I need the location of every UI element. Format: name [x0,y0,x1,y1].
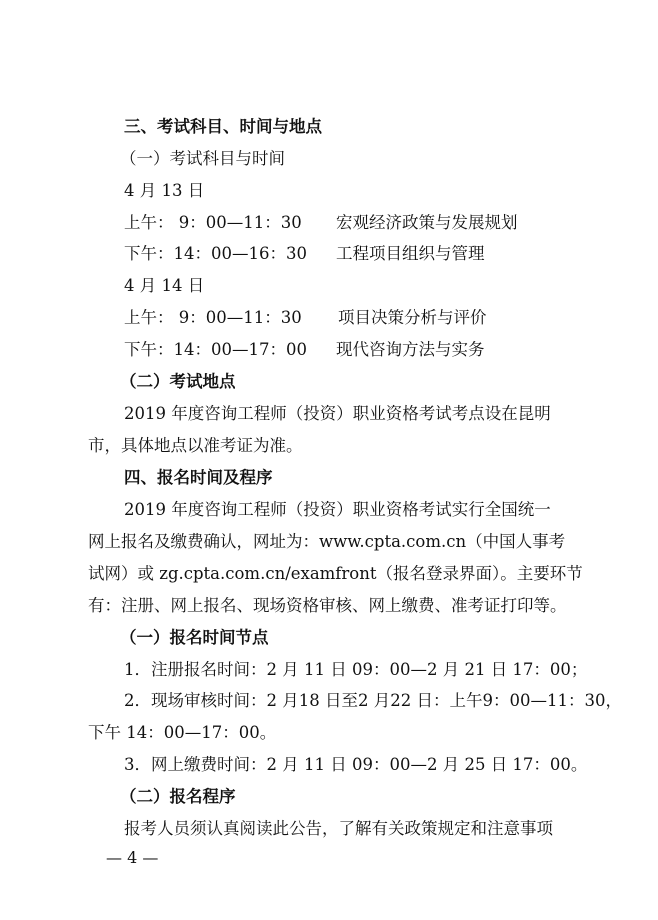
schedule-time: 下午：14：00—16：30 [124,244,307,263]
schedule-subject: 宏观经济政策与发展规划 [336,213,518,232]
paragraph-line: 2019 年度咨询工程师（投资）职业资格考试考点设在昆明 [124,404,551,423]
list-item: 下午 14：00—17：00。 [88,723,277,742]
schedule-time: 下午：14：00—17：00 [124,340,307,359]
schedule-time: 上午： 9：00—11：30 [124,213,302,232]
schedule-subject: 项目决策分析与评价 [338,308,487,327]
paragraph-line: 网上报名及缴费确认，网址为：www.cpta.com.cn（中国人事考 [88,532,566,551]
page-number: — 4 — [106,848,159,867]
exam-date-2: 4 月 14 日 [124,276,205,295]
list-item: 1．注册报名时间：2 月 11 日 09：00—2 月 21 日 17：00； [124,660,588,679]
paragraph-line: 市，具体地点以准考证为准。 [88,436,303,455]
exam-date-1: 4 月 13 日 [124,181,205,200]
paragraph-line: 2019 年度咨询工程师（投资）职业资格考试实行全国统一 [124,500,551,519]
section3-sub1-heading: （一）考试科目与时间 [120,149,285,168]
section4-heading: 四、报名时间及程序 [124,468,273,487]
paragraph-line: 报考人员须认真阅读此公告，了解有关政策规定和注意事项 [124,819,553,838]
schedule-subject: 现代咨询方法与实务 [336,340,485,359]
schedule-time: 上午： 9：00—11：30 [124,308,302,327]
section4-sub2-heading: （二）报名程序 [120,787,236,806]
section3-heading: 三、考试科目、时间与地点 [124,117,322,136]
paragraph-line: 试网）或 zg.cpta.com.cn/examfront（报名登录界面）。主要环节 [88,564,583,583]
paragraph-line: 有：注册、网上报名、现场资格审核、网上缴费、准考证打印等。 [88,596,567,615]
schedule-subject: 工程项目组织与管理 [336,244,485,263]
section4-sub1-heading: （一）报名时间节点 [120,628,269,647]
list-item: 2．现场审核时间：2 月18 日至2 月22 日：上午9：00—11：30， [124,691,622,710]
section3-sub2-heading: （二）考试地点 [120,372,236,391]
list-item: 3．网上缴费时间：2 月 11 日 09：00—2 月 25 日 17：00。 [124,755,588,774]
